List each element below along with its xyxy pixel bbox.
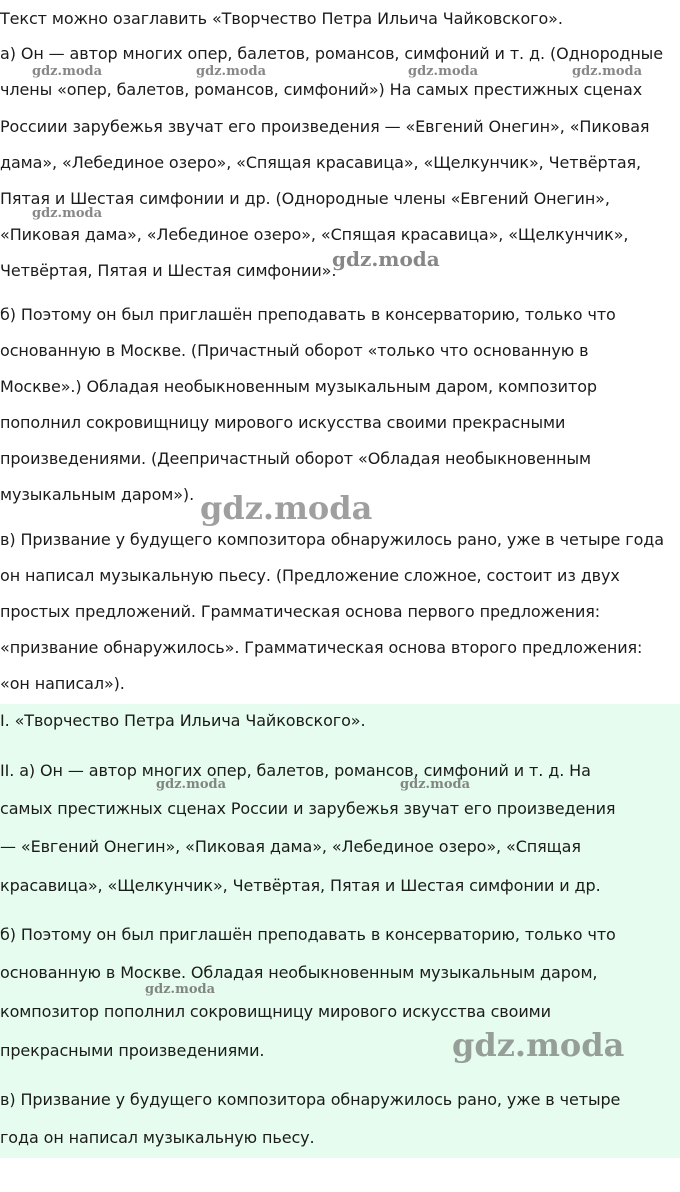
answer-v-line: в) Призвание у будущего композитора обнаружилось рано, уже в четыре: [0, 1090, 621, 1109]
answer-b-line: композитор пополнил сокровищницу мирового искусства своими: [0, 1002, 551, 1021]
watermark: gdz.moda: [196, 64, 267, 79]
paragraph-v-line: «он написал»).: [0, 674, 125, 693]
paragraph-b-line: произведениями. (Деепричастный оборот «Обладая необыкновенным: [0, 449, 591, 468]
answer-a-line: II. а) Он — автор многих опер, балетов, романсов, симфоний и т. д. На: [0, 761, 591, 780]
paragraph-b-line: б) Поэтому он был приглашён преподавать в консерваторию, только что: [0, 305, 616, 324]
watermark: gdz.moda: [200, 489, 373, 527]
paragraph-b-line: музыкальным даром»).: [0, 485, 195, 504]
paragraph-a-line: члены «опер, балетов, романсов, симфоний») На самых престижных сценах: [0, 80, 643, 99]
watermark: gdz.moda: [32, 206, 103, 221]
answer-b-line: б) Поэтому он был приглашён преподавать в консерваторию, только что: [0, 925, 616, 944]
paragraph-b-line: основанную в Москве. (Причастный оборот «только что основанную в: [0, 341, 589, 360]
paragraph-b-line: Москве».) Обладая необыкновенным музыкальным даром, композитор: [0, 377, 597, 396]
answer-title-line: I. «Творчество Петра Ильича Чайковского».: [0, 711, 366, 730]
watermark: gdz.moda: [452, 1026, 625, 1064]
paragraph-v-line: он написал музыкальную пьесу. (Предложение сложное, состоит из двух: [0, 566, 620, 585]
paragraph-a-line: дама», «Лебединое озеро», «Спящая красавица», «Щелкунчик», Четвёртая,: [0, 153, 642, 172]
paragraph-a-line: Пятая и Шестая симфонии и др. (Однородные члены «Евгений Онегин»,: [0, 189, 610, 208]
paragraph-v-line: простых предложений. Грамматическая основа первого предложения:: [0, 602, 601, 621]
paragraph-a-line: «Пиковая дама», «Лебединое озеро», «Спящая красавица», «Щелкунчик»,: [0, 225, 629, 244]
answer-a-line: самых престижных сценах России и зарубежья звучат его произведения: [0, 799, 616, 818]
watermark: gdz.moda: [400, 777, 471, 792]
paragraph-a-line: Четвёртая, Пятая и Шестая симфонии».: [0, 261, 337, 280]
watermark: gdz.moda: [408, 64, 479, 79]
paragraph-a-line: а) Он — автор многих опер, балетов, романсов, симфоний и т. д. (Однородные: [0, 44, 663, 63]
paragraph-v-line: «призвание обнаружилось». Грамматическая основа второго предложения:: [0, 638, 643, 657]
intro-line: Текст можно озаглавить «Творчество Петра Ильича Чайковского».: [0, 9, 563, 28]
watermark: gdz.moda: [145, 982, 216, 997]
answer-b-line: прекрасными произведениями.: [0, 1041, 265, 1060]
watermark: gdz.moda: [332, 247, 440, 271]
answer-v-line: года он написал музыкальную пьесу.: [0, 1128, 315, 1147]
watermark: gdz.moda: [32, 64, 103, 79]
answer-a-line: красавица», «Щелкунчик», Четвёртая, Пятая и Шестая симфонии и др.: [0, 876, 601, 895]
paragraph-a-line: Россиии зарубежья звучат его произведения — «Евгений Онегин», «Пиковая: [0, 117, 650, 136]
watermark: gdz.moda: [572, 64, 643, 79]
paragraph-v-line: в) Призвание у будущего композитора обнаружилось рано, уже в четыре года: [0, 530, 664, 549]
answer-b-line: основанную в Москве. Обладая необыкновенным музыкальным даром,: [0, 963, 598, 982]
answer-a-line: — «Евгений Онегин», «Пиковая дама», «Лебединое озеро», «Спящая: [0, 837, 581, 856]
watermark: gdz.moda: [156, 777, 227, 792]
paragraph-b-line: пополнил сокровищницу мирового искусства своими прекрасными: [0, 413, 566, 432]
